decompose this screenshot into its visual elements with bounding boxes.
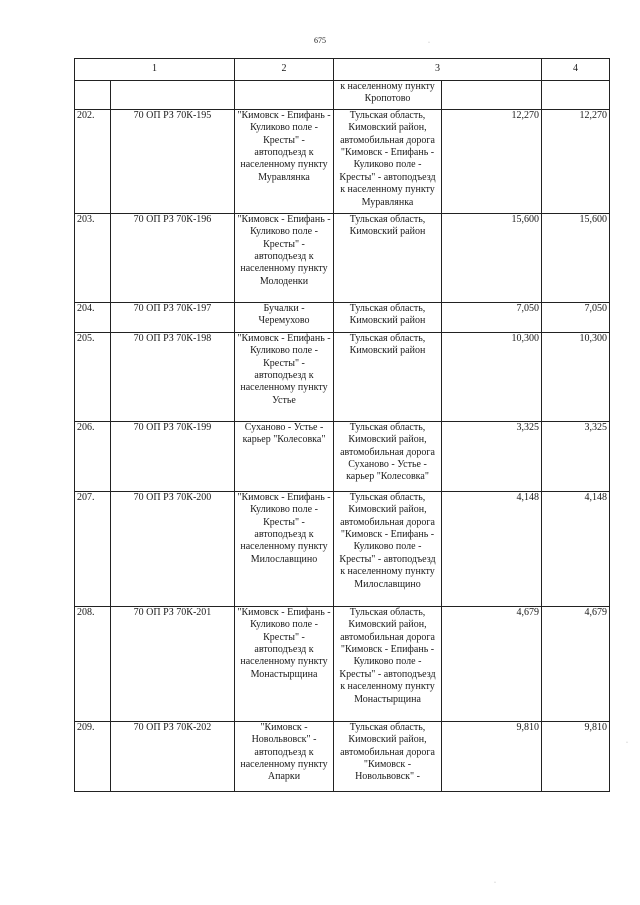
length-total: 12,270 <box>542 109 610 213</box>
cont-location: к населенному пункту Кропотово <box>334 81 442 110</box>
header-row <box>75 59 610 81</box>
scan-speck: · <box>428 40 430 46</box>
roads-table <box>74 58 610 792</box>
length-value: 15,600 <box>442 213 542 302</box>
road-code: 70 ОП РЗ 70К-198 <box>111 332 235 421</box>
table-row <box>75 491 610 606</box>
road-code: 70 ОП РЗ 70К-201 <box>111 606 235 721</box>
road-location: Тульская область, Кимовский район <box>334 302 442 332</box>
table-row <box>75 421 610 491</box>
road-name: Бучалки - Черемухово <box>235 302 334 332</box>
length-total: 3,325 <box>542 421 610 491</box>
road-code: 70 ОП РЗ 70К-197 <box>111 302 235 332</box>
header-col-1: 1 <box>75 59 235 81</box>
cont-code <box>111 81 235 110</box>
length-total: 10,300 <box>542 332 610 421</box>
road-name: "Кимовск - Новольвовск" - автоподъезд к населенному пункту Апарки <box>235 721 334 791</box>
road-name: "Кимовск - Епифань - Куликово поле - Кресты" - автоподъезд к населенному пункту Устье <box>235 332 334 421</box>
road-location: Тульская область, Кимовский район, автомобильная дорога "Кимовск - Новольвовск" - <box>334 721 442 791</box>
row-number: 208. <box>75 606 111 721</box>
length-value: 3,325 <box>442 421 542 491</box>
header-col-4: 4 <box>542 59 610 81</box>
road-name: "Кимовск - Епифань - Куликово поле - Кресты" - автоподъезд к населенному пункту Монастырщина <box>235 606 334 721</box>
length-value: 4,679 <box>442 606 542 721</box>
table-body <box>75 109 610 791</box>
road-location: Тульская область, Кимовский район, автомобильная дорога "Кимовск - Епифань - Куликово поле - Кресты" - автоподъезд к населенному пункту Милославщино <box>334 491 442 606</box>
road-location: Тульская область, Кимовский район <box>334 213 442 302</box>
header-col-2: 2 <box>235 59 334 81</box>
row-number: 207. <box>75 491 111 606</box>
length-value: 9,810 <box>442 721 542 791</box>
length-total: 4,148 <box>542 491 610 606</box>
road-code: 70 ОП РЗ 70К-200 <box>111 491 235 606</box>
scan-speck: · <box>494 880 496 886</box>
cont-num <box>75 81 111 110</box>
cont-value-2 <box>542 81 610 110</box>
row-number: 205. <box>75 332 111 421</box>
length-total: 15,600 <box>542 213 610 302</box>
row-number: 203. <box>75 213 111 302</box>
table-row <box>75 302 610 332</box>
continuation-row <box>75 81 610 110</box>
row-number: 204. <box>75 302 111 332</box>
road-location: Тульская область, Кимовский район <box>334 332 442 421</box>
table-row <box>75 332 610 421</box>
length-value: 10,300 <box>442 332 542 421</box>
scan-speck: · <box>626 740 628 746</box>
road-location: Тульская область, Кимовский район, автомобильная дорога "Кимовск - Епифань - Куликово поле - Кресты" - автоподъезд к населенному пункту Муравлянка <box>334 109 442 213</box>
header-col-3: 3 <box>334 59 542 81</box>
table-row <box>75 213 610 302</box>
road-code: 70 ОП РЗ 70К-202 <box>111 721 235 791</box>
table-row <box>75 109 610 213</box>
road-name: Суханово - Устье - карьер "Колесовка" <box>235 421 334 491</box>
page-number: 675 <box>314 36 326 45</box>
table-row <box>75 606 610 721</box>
road-code: 70 ОП РЗ 70К-195 <box>111 109 235 213</box>
road-location: Тульская область, Кимовский район, автомобильная дорога "Кимовск - Епифань - Куликово поле - Кресты" - автоподъезд к населенному пункту Монастырщина <box>334 606 442 721</box>
length-total: 4,679 <box>542 606 610 721</box>
row-number: 209. <box>75 721 111 791</box>
road-name: "Кимовск - Епифань - Куликово поле - Кресты" - автоподъезд к населенному пункту Милославщино <box>235 491 334 606</box>
length-total: 9,810 <box>542 721 610 791</box>
cont-name <box>235 81 334 110</box>
road-code: 70 ОП РЗ 70К-199 <box>111 421 235 491</box>
road-code: 70 ОП РЗ 70К-196 <box>111 213 235 302</box>
road-location: Тульская область, Кимовский район, автомобильная дорога Суханово - Устье - карьер "Колесовка" <box>334 421 442 491</box>
row-number: 202. <box>75 109 111 213</box>
road-name: "Кимовск - Епифань - Куликово поле - Кресты" - автоподъезд к населенному пункту Молоденки <box>235 213 334 302</box>
row-number: 206. <box>75 421 111 491</box>
length-total: 7,050 <box>542 302 610 332</box>
table-row <box>75 721 610 791</box>
length-value: 7,050 <box>442 302 542 332</box>
length-value: 12,270 <box>442 109 542 213</box>
cont-value-1 <box>442 81 542 110</box>
road-name: "Кимовск - Епифань - Куликово поле - Кресты" - автоподъезд к населенному пункту Муравлянка <box>235 109 334 213</box>
length-value: 4,148 <box>442 491 542 606</box>
